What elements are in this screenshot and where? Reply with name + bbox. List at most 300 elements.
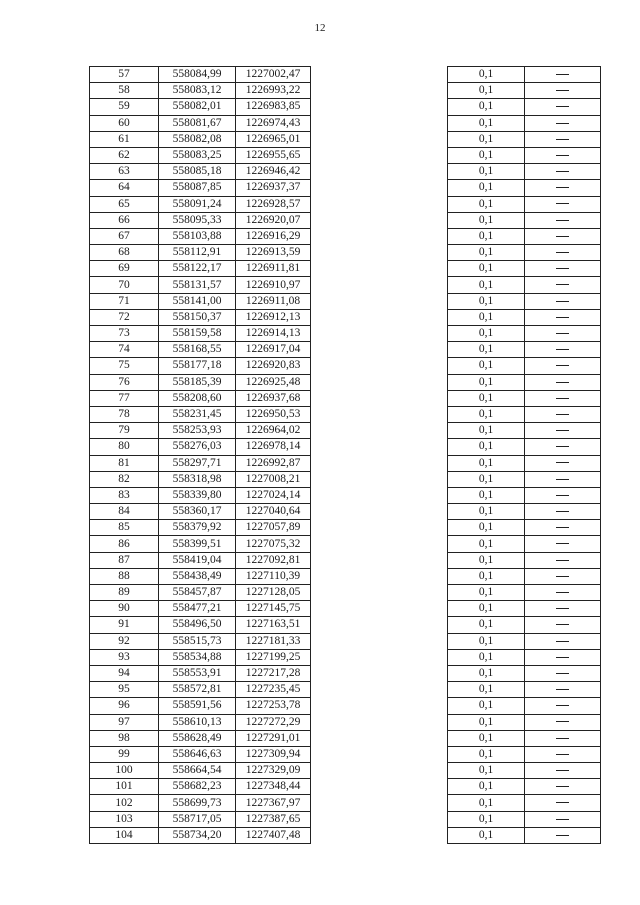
table-row [90, 471, 311, 487]
table-row [448, 277, 601, 293]
table-row [90, 358, 311, 374]
dash-cell [525, 665, 601, 681]
y-coordinate-cell: 1227291,01 [236, 730, 311, 746]
dash-cell [525, 730, 601, 746]
table-row [90, 665, 311, 681]
accuracy-cell: 0,1 [448, 228, 525, 244]
point-number-cell: 63 [90, 164, 159, 180]
dash-mark [556, 430, 569, 431]
dash-mark [556, 624, 569, 625]
accuracy-cell: 0,1 [448, 520, 525, 536]
table-row [90, 487, 311, 503]
y-coordinate-cell: 1226974,43 [236, 115, 311, 131]
x-coordinate-cell: 558122,17 [159, 261, 236, 277]
accuracy-cell: 0,1 [448, 423, 525, 439]
point-number-cell: 72 [90, 309, 159, 325]
point-number-cell: 79 [90, 423, 159, 439]
table-row [90, 196, 311, 212]
y-coordinate-cell: 1227057,89 [236, 520, 311, 536]
y-coordinate-cell: 1226914,13 [236, 326, 311, 342]
dash-mark [556, 284, 569, 285]
table-row [448, 115, 601, 131]
dash-cell [525, 504, 601, 520]
accuracy-cell: 0,1 [448, 83, 525, 99]
x-coordinate-cell: 558457,87 [159, 585, 236, 601]
accuracy-cell: 0,1 [448, 552, 525, 568]
table-row [90, 746, 311, 762]
table-row [90, 795, 311, 811]
x-coordinate-cell: 558419,04 [159, 552, 236, 568]
point-number-cell: 85 [90, 520, 159, 536]
dash-cell [525, 293, 601, 309]
dash-cell [525, 374, 601, 390]
table-row [90, 212, 311, 228]
dash-cell [525, 795, 601, 811]
dash-cell [525, 552, 601, 568]
point-number-cell: 101 [90, 779, 159, 795]
table-row [448, 763, 601, 779]
y-coordinate-cell: 1227329,09 [236, 763, 311, 779]
x-coordinate-cell: 558231,45 [159, 406, 236, 422]
dash-mark [556, 608, 569, 609]
point-number-cell: 83 [90, 487, 159, 503]
dash-cell [525, 568, 601, 584]
point-number-cell: 90 [90, 601, 159, 617]
accuracy-cell: 0,1 [448, 164, 525, 180]
table-row [448, 779, 601, 795]
table-row [448, 520, 601, 536]
y-coordinate-cell: 1227075,32 [236, 536, 311, 552]
table-row [90, 374, 311, 390]
dash-mark [556, 738, 569, 739]
y-coordinate-cell: 1226920,07 [236, 212, 311, 228]
dash-mark [556, 268, 569, 269]
dash-cell [525, 682, 601, 698]
dash-cell [525, 536, 601, 552]
page-number: 12 [314, 22, 326, 34]
table-row [448, 261, 601, 277]
point-number-cell: 57 [90, 67, 159, 83]
dash-mark [556, 673, 569, 674]
x-coordinate-cell: 558717,05 [159, 811, 236, 827]
dash-mark [556, 592, 569, 593]
table-row [448, 585, 601, 601]
point-number-cell: 84 [90, 504, 159, 520]
accuracy-cell: 0,1 [448, 649, 525, 665]
dash-mark [556, 139, 569, 140]
table-row [448, 342, 601, 358]
x-coordinate-cell: 558081,67 [159, 115, 236, 131]
accuracy-cell: 0,1 [448, 261, 525, 277]
table-row [90, 827, 311, 843]
table-row [90, 568, 311, 584]
dash-mark [556, 123, 569, 124]
dash-cell [525, 99, 601, 115]
table-row [90, 326, 311, 342]
dash-cell [525, 585, 601, 601]
dash-cell [525, 83, 601, 99]
y-coordinate-cell: 1226910,97 [236, 277, 311, 293]
x-coordinate-cell: 558253,93 [159, 423, 236, 439]
accuracy-cell: 0,1 [448, 67, 525, 83]
y-coordinate-cell: 1226928,57 [236, 196, 311, 212]
table-row [90, 455, 311, 471]
dash-cell [525, 261, 601, 277]
point-number-cell: 89 [90, 585, 159, 601]
x-coordinate-cell: 558091,24 [159, 196, 236, 212]
table-row [448, 682, 601, 698]
dash-mark [556, 349, 569, 350]
x-coordinate-cell: 558360,17 [159, 504, 236, 520]
point-number-cell: 61 [90, 131, 159, 147]
table-row [90, 649, 311, 665]
dash-mark [556, 835, 569, 836]
accuracy-cell: 0,1 [448, 342, 525, 358]
dash-cell [525, 277, 601, 293]
table-row [448, 665, 601, 681]
table-row [448, 147, 601, 163]
coordinates-table [89, 66, 311, 844]
y-coordinate-cell: 1226964,02 [236, 423, 311, 439]
accuracy-table [447, 66, 601, 844]
accuracy-cell: 0,1 [448, 504, 525, 520]
y-coordinate-cell: 1227110,39 [236, 568, 311, 584]
accuracy-cell: 0,1 [448, 585, 525, 601]
dash-mark [556, 479, 569, 480]
table-row [448, 374, 601, 390]
accuracy-cell: 0,1 [448, 487, 525, 503]
dash-cell [525, 212, 601, 228]
dash-cell [525, 164, 601, 180]
x-coordinate-cell: 558083,12 [159, 83, 236, 99]
x-coordinate-cell: 558591,56 [159, 698, 236, 714]
dash-cell [525, 601, 601, 617]
point-number-cell: 70 [90, 277, 159, 293]
dash-mark [556, 511, 569, 512]
y-coordinate-cell: 1227235,45 [236, 682, 311, 698]
x-coordinate-cell: 558339,80 [159, 487, 236, 503]
table-row [90, 423, 311, 439]
point-number-cell: 58 [90, 83, 159, 99]
table-row [90, 228, 311, 244]
table-row [448, 228, 601, 244]
point-number-cell: 88 [90, 568, 159, 584]
dash-mark [556, 721, 569, 722]
table-row [90, 180, 311, 196]
dash-mark [556, 543, 569, 544]
dash-mark [556, 770, 569, 771]
accuracy-cell: 0,1 [448, 633, 525, 649]
dash-cell [525, 196, 601, 212]
x-coordinate-cell: 558082,08 [159, 131, 236, 147]
table-row [90, 698, 311, 714]
table-row [448, 99, 601, 115]
accuracy-cell: 0,1 [448, 779, 525, 795]
dash-cell [525, 779, 601, 795]
table-row [90, 390, 311, 406]
x-coordinate-cell: 558082,01 [159, 99, 236, 115]
y-coordinate-cell: 1226955,65 [236, 147, 311, 163]
accuracy-cell: 0,1 [448, 698, 525, 714]
accuracy-cell: 0,1 [448, 180, 525, 196]
accuracy-cell: 0,1 [448, 795, 525, 811]
point-number-cell: 59 [90, 99, 159, 115]
accuracy-cell: 0,1 [448, 293, 525, 309]
y-coordinate-cell: 1226978,14 [236, 439, 311, 455]
x-coordinate-cell: 558682,23 [159, 779, 236, 795]
table-row [90, 730, 311, 746]
accuracy-cell: 0,1 [448, 212, 525, 228]
y-coordinate-cell: 1227008,21 [236, 471, 311, 487]
x-coordinate-cell: 558185,39 [159, 374, 236, 390]
point-number-cell: 96 [90, 698, 159, 714]
table-row [90, 147, 311, 163]
accuracy-cell: 0,1 [448, 99, 525, 115]
dash-mark [556, 495, 569, 496]
x-coordinate-cell: 558159,58 [159, 326, 236, 342]
table-row [448, 423, 601, 439]
x-coordinate-cell: 558628,49 [159, 730, 236, 746]
dash-mark [556, 74, 569, 75]
accuracy-cell: 0,1 [448, 730, 525, 746]
table-row [90, 342, 311, 358]
table-row [90, 536, 311, 552]
point-number-cell: 73 [90, 326, 159, 342]
table-row [448, 730, 601, 746]
point-number-cell: 97 [90, 714, 159, 730]
y-coordinate-cell: 1227253,78 [236, 698, 311, 714]
y-coordinate-cell: 1227024,14 [236, 487, 311, 503]
y-coordinate-cell: 1227217,28 [236, 665, 311, 681]
table-row [90, 552, 311, 568]
table-row [90, 617, 311, 633]
dash-cell [525, 439, 601, 455]
dash-cell [525, 342, 601, 358]
y-coordinate-cell: 1227145,75 [236, 601, 311, 617]
x-coordinate-cell: 558168,55 [159, 342, 236, 358]
point-number-cell: 67 [90, 228, 159, 244]
x-coordinate-cell: 558141,00 [159, 293, 236, 309]
dash-mark [556, 462, 569, 463]
accuracy-cell: 0,1 [448, 827, 525, 843]
dash-mark [556, 527, 569, 528]
table-row [448, 827, 601, 843]
y-coordinate-cell: 1226913,59 [236, 245, 311, 261]
dash-mark [556, 155, 569, 156]
x-coordinate-cell: 558553,91 [159, 665, 236, 681]
dash-mark [556, 171, 569, 172]
dash-mark [556, 90, 569, 91]
accuracy-cell: 0,1 [448, 277, 525, 293]
x-coordinate-cell: 558318,98 [159, 471, 236, 487]
accuracy-cell: 0,1 [448, 682, 525, 698]
y-coordinate-cell: 1227092,81 [236, 552, 311, 568]
accuracy-cell: 0,1 [448, 309, 525, 325]
x-coordinate-cell: 558477,21 [159, 601, 236, 617]
dash-mark [556, 382, 569, 383]
dash-mark [556, 252, 569, 253]
y-coordinate-cell: 1227272,29 [236, 714, 311, 730]
x-coordinate-cell: 558699,73 [159, 795, 236, 811]
table-row [448, 601, 601, 617]
dash-cell [525, 649, 601, 665]
table-row [90, 99, 311, 115]
x-coordinate-cell: 558496,50 [159, 617, 236, 633]
point-number-cell: 60 [90, 115, 159, 131]
dash-mark [556, 446, 569, 447]
table-row [448, 212, 601, 228]
point-number-cell: 102 [90, 795, 159, 811]
dash-mark [556, 819, 569, 820]
y-coordinate-cell: 1226912,13 [236, 309, 311, 325]
table-row [90, 131, 311, 147]
accuracy-cell: 0,1 [448, 617, 525, 633]
accuracy-cell: 0,1 [448, 390, 525, 406]
table-row [90, 601, 311, 617]
table-row [90, 714, 311, 730]
table-row [90, 585, 311, 601]
point-number-cell: 86 [90, 536, 159, 552]
x-coordinate-cell: 558572,81 [159, 682, 236, 698]
dash-mark [556, 657, 569, 658]
table-row [448, 649, 601, 665]
point-number-cell: 64 [90, 180, 159, 196]
point-number-cell: 98 [90, 730, 159, 746]
y-coordinate-cell: 1227040,64 [236, 504, 311, 520]
dash-mark [556, 236, 569, 237]
x-coordinate-cell: 558534,88 [159, 649, 236, 665]
table-row [448, 698, 601, 714]
table-row [90, 439, 311, 455]
y-coordinate-cell: 1227407,48 [236, 827, 311, 843]
table-row [448, 293, 601, 309]
table-row [90, 779, 311, 795]
point-number-cell: 66 [90, 212, 159, 228]
table-row [448, 811, 601, 827]
table-row [90, 811, 311, 827]
table-row [90, 293, 311, 309]
dash-mark [556, 333, 569, 334]
dash-mark [556, 398, 569, 399]
dash-cell [525, 633, 601, 649]
x-coordinate-cell: 558095,33 [159, 212, 236, 228]
table-row [448, 714, 601, 730]
accuracy-cell: 0,1 [448, 131, 525, 147]
dash-mark [556, 705, 569, 706]
x-coordinate-cell: 558208,60 [159, 390, 236, 406]
accuracy-cell: 0,1 [448, 147, 525, 163]
table-row [448, 196, 601, 212]
table-row [448, 358, 601, 374]
accuracy-cell: 0,1 [448, 746, 525, 762]
y-coordinate-cell: 1226937,37 [236, 180, 311, 196]
accuracy-cell: 0,1 [448, 439, 525, 455]
table-row [90, 504, 311, 520]
table-row [448, 245, 601, 261]
accuracy-cell: 0,1 [448, 374, 525, 390]
accuracy-cell: 0,1 [448, 568, 525, 584]
y-coordinate-cell: 1226946,42 [236, 164, 311, 180]
table-row [90, 67, 311, 83]
table-row [448, 633, 601, 649]
table-row [90, 763, 311, 779]
accuracy-cell: 0,1 [448, 471, 525, 487]
dash-mark [556, 802, 569, 803]
y-coordinate-cell: 1226925,48 [236, 374, 311, 390]
y-coordinate-cell: 1227002,47 [236, 67, 311, 83]
table-row [448, 406, 601, 422]
dash-cell [525, 131, 601, 147]
accuracy-cell: 0,1 [448, 763, 525, 779]
table-row [448, 487, 601, 503]
point-number-cell: 62 [90, 147, 159, 163]
y-coordinate-cell: 1227387,65 [236, 811, 311, 827]
accuracy-table-body [448, 67, 601, 844]
x-coordinate-cell: 558399,51 [159, 536, 236, 552]
x-coordinate-cell: 558438,49 [159, 568, 236, 584]
table-row [90, 633, 311, 649]
dash-mark [556, 187, 569, 188]
point-number-cell: 69 [90, 261, 159, 277]
accuracy-cell: 0,1 [448, 245, 525, 261]
dash-cell [525, 115, 601, 131]
point-number-cell: 92 [90, 633, 159, 649]
point-number-cell: 65 [90, 196, 159, 212]
point-number-cell: 91 [90, 617, 159, 633]
table-row [448, 390, 601, 406]
y-coordinate-cell: 1227348,44 [236, 779, 311, 795]
dash-cell [525, 471, 601, 487]
y-coordinate-cell: 1226937,68 [236, 390, 311, 406]
point-number-cell: 71 [90, 293, 159, 309]
table-row [90, 682, 311, 698]
dash-cell [525, 67, 601, 83]
dash-cell [525, 180, 601, 196]
table-row [448, 180, 601, 196]
point-number-cell: 80 [90, 439, 159, 455]
dash-mark [556, 414, 569, 415]
x-coordinate-cell: 558083,25 [159, 147, 236, 163]
point-number-cell: 75 [90, 358, 159, 374]
table-row [448, 131, 601, 147]
table-row [90, 406, 311, 422]
table-row [448, 67, 601, 83]
dash-mark [556, 641, 569, 642]
point-number-cell: 77 [90, 390, 159, 406]
table-row [448, 455, 601, 471]
dash-mark [556, 754, 569, 755]
y-coordinate-cell: 1226993,22 [236, 83, 311, 99]
point-number-cell: 103 [90, 811, 159, 827]
table-row [448, 471, 601, 487]
table-row [448, 536, 601, 552]
accuracy-cell: 0,1 [448, 196, 525, 212]
x-coordinate-cell: 558515,73 [159, 633, 236, 649]
accuracy-cell: 0,1 [448, 115, 525, 131]
dash-mark [556, 786, 569, 787]
dash-cell [525, 714, 601, 730]
y-coordinate-cell: 1227199,25 [236, 649, 311, 665]
dash-cell [525, 487, 601, 503]
dash-cell [525, 228, 601, 244]
y-coordinate-cell: 1226965,01 [236, 131, 311, 147]
dash-cell [525, 746, 601, 762]
dash-mark [556, 220, 569, 221]
table-row [90, 245, 311, 261]
y-coordinate-cell: 1226983,85 [236, 99, 311, 115]
x-coordinate-cell: 558664,54 [159, 763, 236, 779]
table-row [90, 261, 311, 277]
